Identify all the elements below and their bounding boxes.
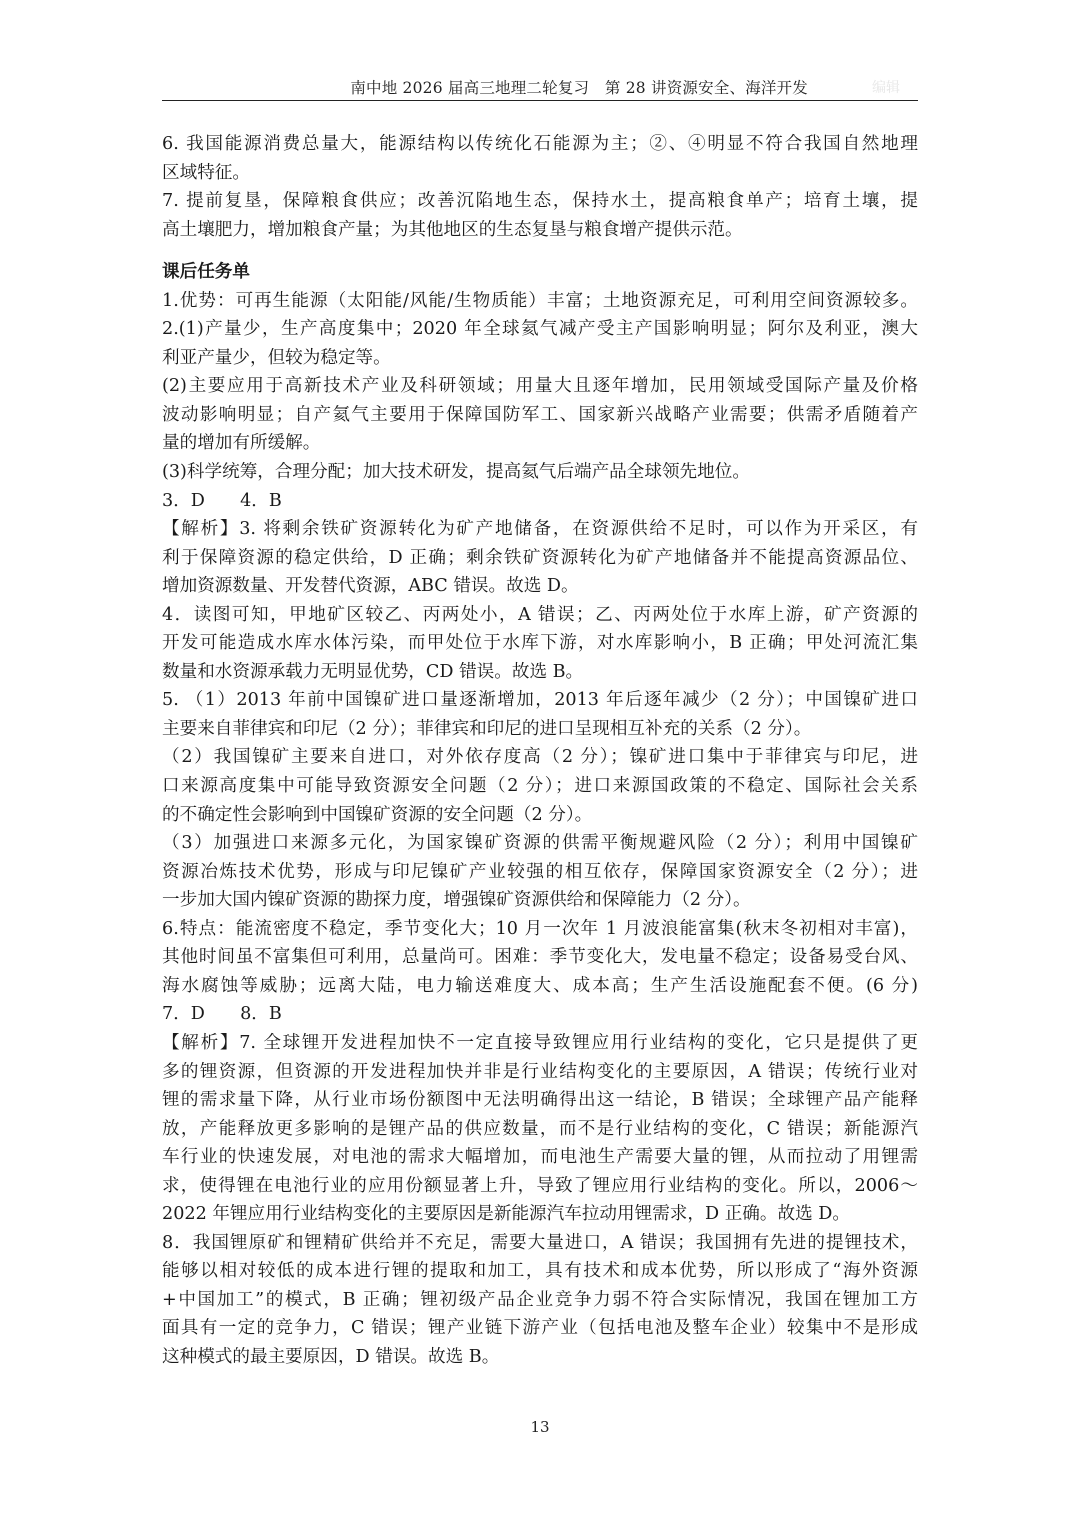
text-line: 开发可能造成水库水体污染，而甲处位于水库下游，对水库影响小，B 正确；甲处河流汇集 bbox=[162, 633, 918, 654]
text-line: 增加资源数量、开发替代资源，ABC 错误。故选 D。 bbox=[162, 576, 579, 597]
text-line: 4．读图可知，甲地矿区较乙、丙两处小，A 错误；乙、丙两处位于水库上游，矿产资源的 bbox=[162, 604, 918, 625]
text-line: （2）我国镍矿主要来自进口，对外依存度高（2 分）；镍矿进口集中于菲律宾与印尼，进 bbox=[162, 747, 918, 768]
text-line: 波动影响明显；自产氦气主要用于保障国防军工、国家新兴战略产业需要；供需矛盾随着产 bbox=[162, 404, 918, 425]
text-line: 放，产能释放更多影响的是锂产品的供应数量，而不是行业结构的变化，C 错误；新能源汽 bbox=[162, 1118, 918, 1139]
text-line: (3)科学统筹，合理分配；加大技术研发，提高氦气后端产品全球领先地位。 bbox=[162, 462, 750, 483]
page-number: 13 bbox=[530, 1418, 550, 1436]
header-watermark: 编辑 bbox=[872, 80, 900, 96]
text-line: 7．D 8．B bbox=[162, 1004, 282, 1025]
text-line: 【解析】3. 将剩余铁矿资源转化为矿产地储备，在资源供给不足时，可以作为开采区，有 bbox=[162, 519, 918, 540]
text-line: 2.(1)产量少，生产高度集中；2020 年全球氦气减产受主产国影响明显；阿尔及利亚，澳大 bbox=[162, 319, 918, 340]
text-line: 高土壤肥力，增加粮食产量；为其他地区的生态复垦与粮食增产提供示范。 bbox=[162, 219, 743, 240]
text-line: 一步加大国内镍矿资源的勘探力度，增强镍矿资源供给和保障能力（2 分）。 bbox=[162, 890, 751, 911]
text-line: 锂的需求量下降，从行业市场份额图中无法明确得出这一结论，B 错误；全球锂产品产能释 bbox=[162, 1090, 918, 1111]
text-line: 利亚产量少，但较为稳定等。 bbox=[162, 347, 391, 368]
text-line: 能够以相对较低的成本进行锂的提取和加工，具有技术和成本优势，所以形成了“海外资源 bbox=[162, 1261, 918, 1282]
text-line: 口来源高度集中可能导致资源安全问题（2 分）；进口来源国政策的不稳定、国际社会关系 bbox=[162, 776, 918, 797]
page-header bbox=[162, 72, 918, 101]
text-line: 资源冶炼技术优势，形成与印尼镍矿产业较强的相互依存，保障国家资源安全（2 分）；进 bbox=[162, 861, 918, 882]
text-line: 5. （1）2013 年前中国镍矿进口量逐渐增加，2013 年后逐年减少（2 分）；中国镍矿进口 bbox=[162, 690, 918, 711]
text-line: 2022 年锂应用行业结构变化的主要原因是新能源汽车拉动用锂需求，D 正确。故选 D。 bbox=[162, 1204, 850, 1225]
text-line: 海水腐蚀等威胁；远离大陆，电力输送难度大、成本高；生产生活设施配套不便。(6 分) bbox=[162, 975, 918, 996]
text-line: 6.特点：能流密度不稳定，季节变化大；10 月一次年 1 月波浪能富集(秋末冬初相对丰富)， bbox=[162, 918, 918, 939]
text-line: 量的增加有所缓解。 bbox=[162, 433, 321, 454]
text-line: 3．D 4．B bbox=[162, 490, 282, 511]
text-line: 6. 我国能源消费总量大，能源结构以传统化石能源为主；②、④明显不符合我国自然地理 bbox=[162, 134, 918, 154]
text-line: 主要来自菲律宾和印尼（2 分）；菲律宾和印尼的进口呈现相互补充的关系（2 分）。 bbox=[162, 718, 812, 739]
text-line: 求，使得锂在电池行业的应用份额显著上升，导致了锂应用行业结构的变化。所以，2006～ bbox=[162, 1175, 918, 1196]
header-title: 南中地 2026 届高三地理二轮复习 第 28 讲资源安全、海洋开发 bbox=[350, 79, 808, 97]
text-line: (2)主要应用于高新技术产业及科研领域；用量大且逐年增加，民用领域受国际产量及价格 bbox=[162, 376, 918, 397]
text-line: 的不确定性会影响到中国镍矿资源的安全问题（2 分）。 bbox=[162, 804, 593, 825]
text-line: 多的锂资源，但资源的开发进程加快并非是行业结构变化的主要原因，A 错误；传统行业对 bbox=[162, 1061, 918, 1082]
text-line: 【解析】7. 全球锂开发进程加快不一定直接导致锂应用行业结构的变化，它只是提供了更 bbox=[162, 1032, 918, 1053]
text-line: 1.优势：可再生能源（太阳能/风能/生物质能）丰富；土地资源充足，可利用空间资源较多。 bbox=[162, 290, 918, 311]
document-body bbox=[162, 130, 918, 1372]
text-line: 这种模式的最主要原因，D 错误。故选 B。 bbox=[162, 1346, 500, 1367]
text-line: 区域特征。 bbox=[162, 162, 250, 183]
text-line: +中国加工”的模式，B 正确；锂初级产品企业竞争力弱不符合实际情况，我国在锂加工方 bbox=[162, 1289, 918, 1310]
text-line: （3）加强进口来源多元化，为国家镍矿资源的供需平衡规避风险（2 分）；利用中国镍矿 bbox=[162, 833, 918, 854]
text-line: 数量和水资源承载力无明显优势，CD 错误。故选 B。 bbox=[162, 661, 584, 682]
text-line: 面具有一定的竞争力，C 错误；锂产业链下游产业（包括电池及整车企业）较集中不是形成 bbox=[162, 1318, 918, 1339]
text-line: 其他时间虽不富集但可利用，总量尚可。困难：季节变化大，发电量不稳定；设备易受台风、 bbox=[162, 947, 918, 968]
text-line: 7. 提前复垦，保障粮食供应；改善沉陷地生态，保持水土，提高粮食单产；培育土壤，提 bbox=[162, 191, 918, 212]
paragraph-gap bbox=[162, 244, 918, 258]
text-line: 车行业的快速发展，对电池的需求大幅增加，而电池生产需要大量的锂，从而拉动了用锂需 bbox=[162, 1147, 918, 1168]
text-line: 8．我国锂原矿和锂精矿供给并不充足，需要大量进口，A 错误；我国拥有先进的提锂技术， bbox=[162, 1232, 918, 1253]
section-title: 课后任务单 bbox=[162, 261, 250, 283]
text-line: 利于保障资源的稳定供给，D 正确；剩余铁矿资源转化为矿产地储备并不能提高资源品位、 bbox=[162, 547, 918, 568]
